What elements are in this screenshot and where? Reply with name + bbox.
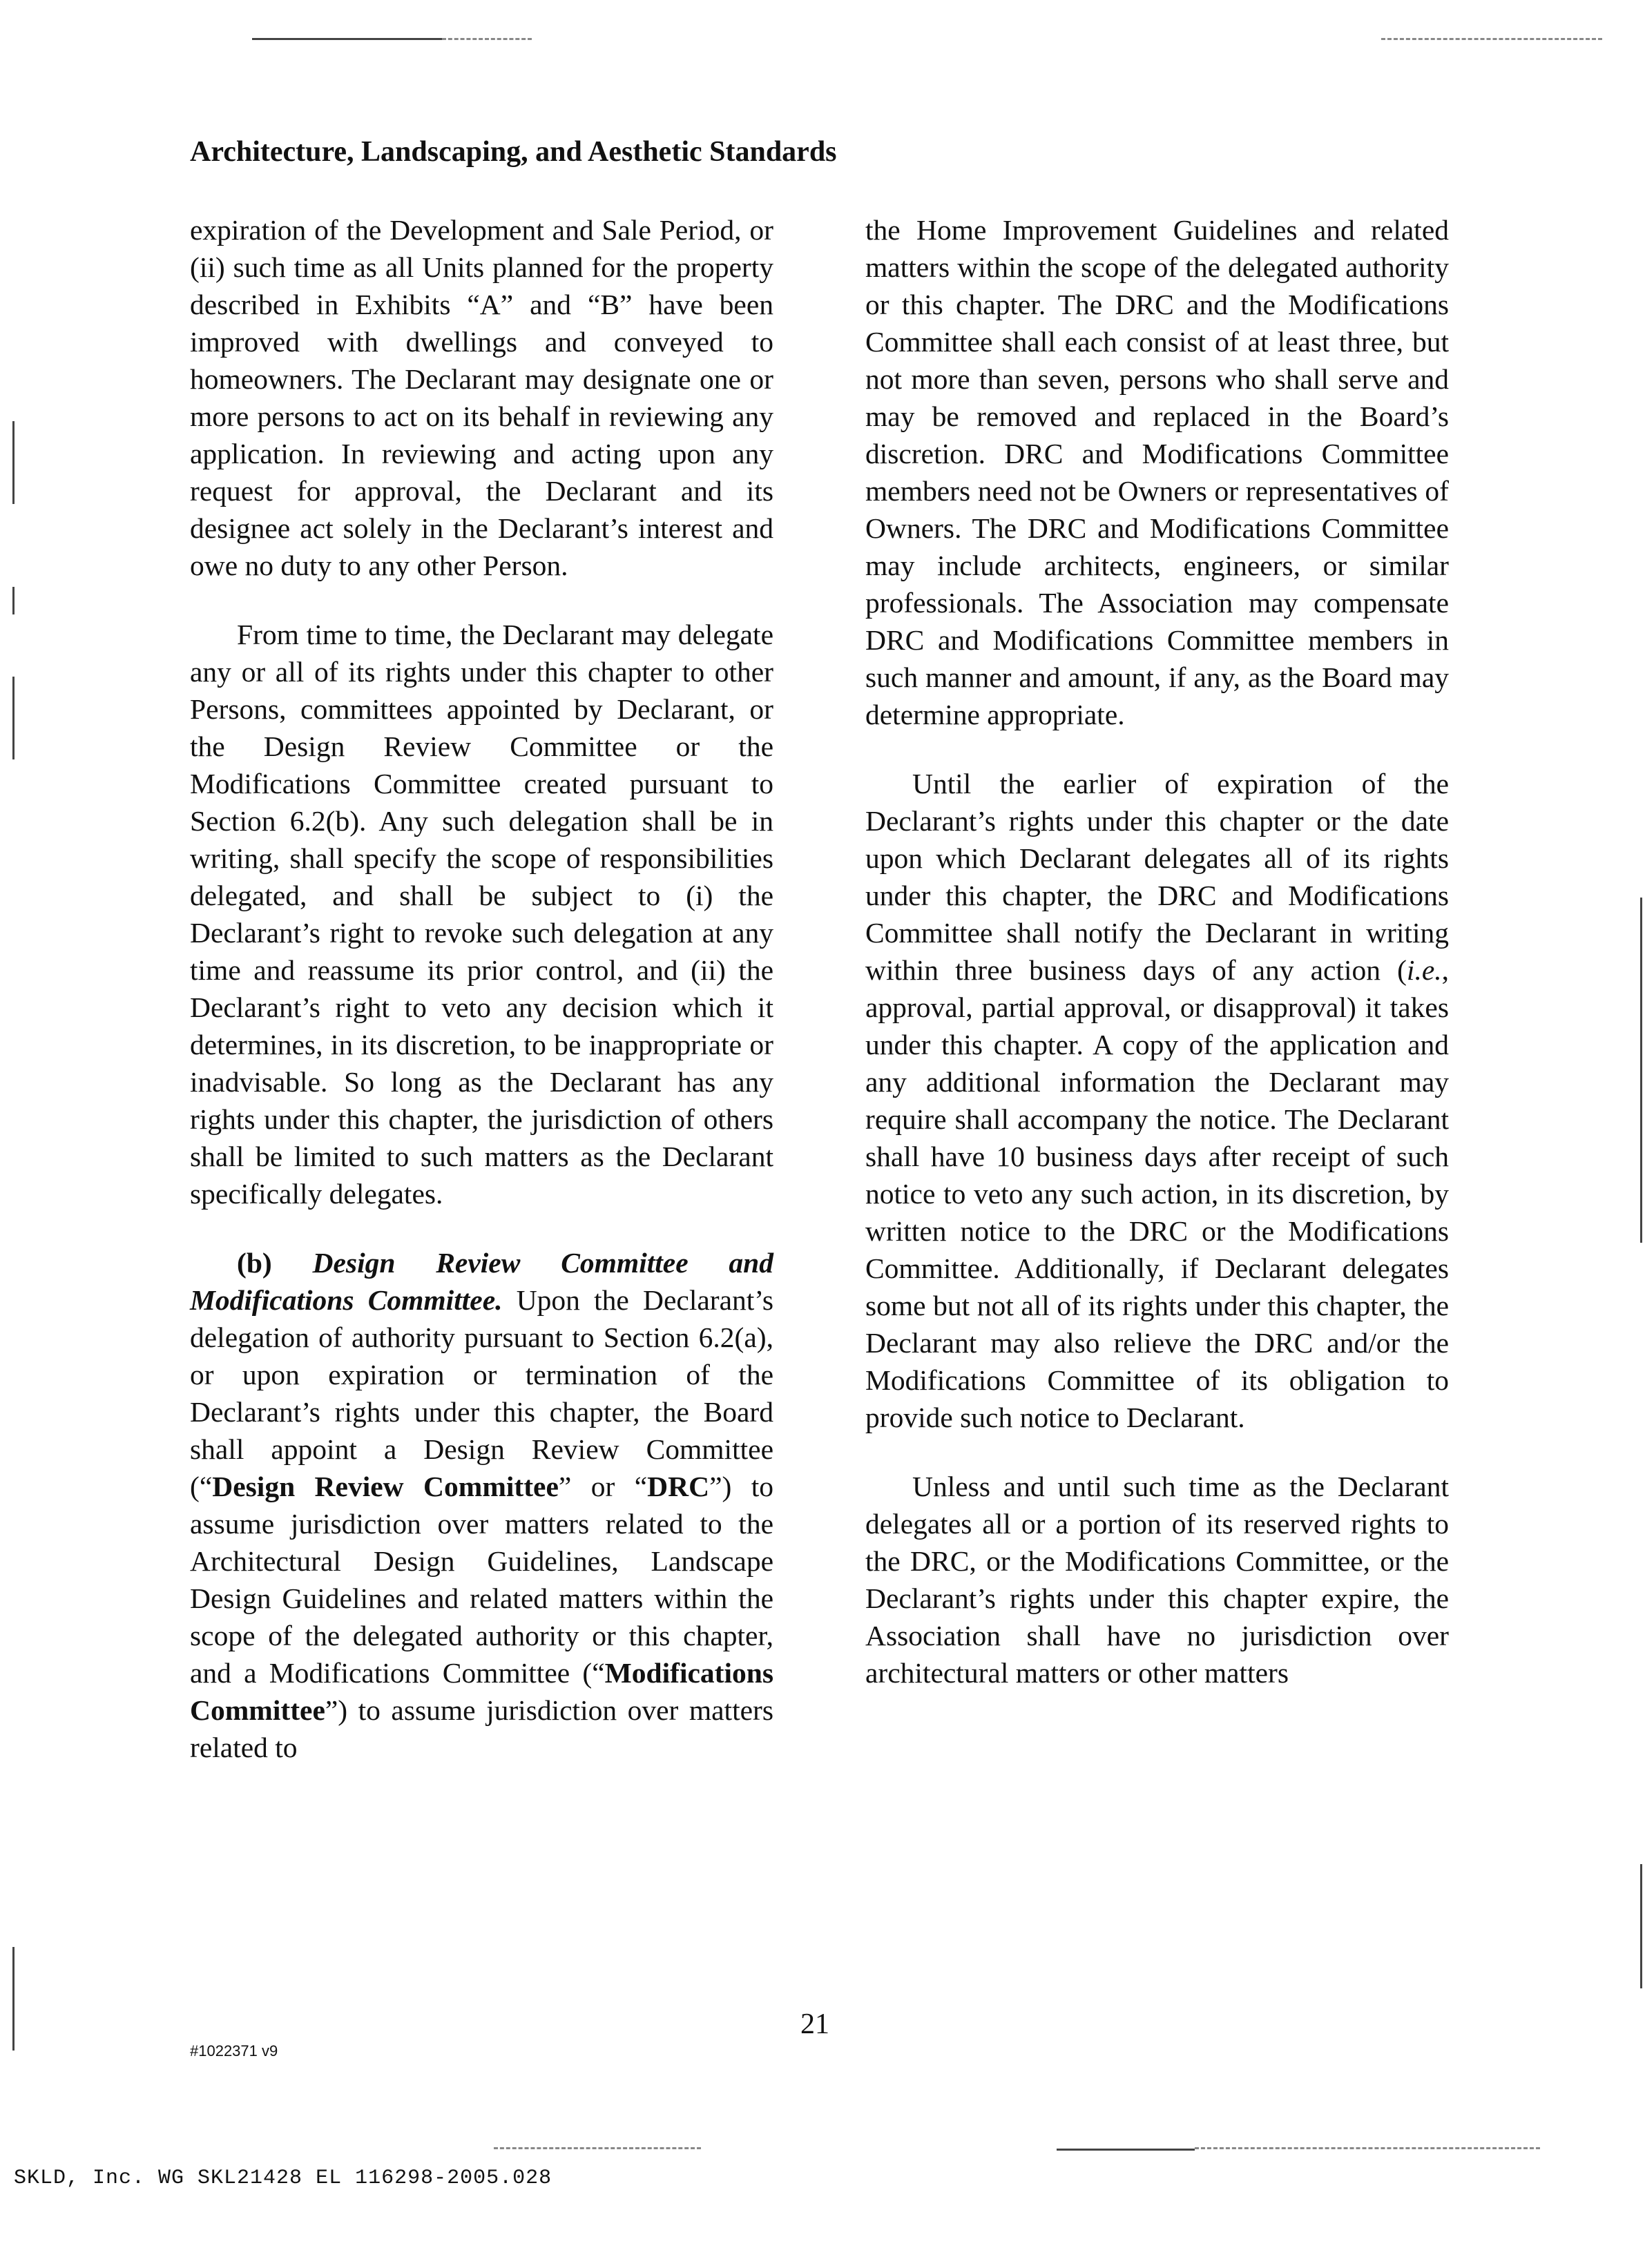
scan-artifact-left-margin-2 xyxy=(12,587,15,614)
scan-artifact-bottom-dash-left xyxy=(494,2147,701,2149)
right-paragraph-1: the Home Improvement Guidelines and related matters within the scope of the delegated authority or this chapter. The DRC and the Modifications Committee shall each consist of at least three, but not more than seven, persons who shall serve and may be removed and replaced in the Board’s discretion. DRC and Modifications Committee members need not be Owners or representatives of Owners. The DRC and Modifications Committee may include architects, engineers, or similar professionals. The Association may compensate DRC and Modifications Committee members in such manner and amount, if any, as the Board may determine appropriate. xyxy=(865,214,1449,730)
scan-artifact-left-margin-4 xyxy=(12,1947,15,2051)
right-column xyxy=(865,211,1449,1723)
scan-artifact-right-margin-2 xyxy=(1640,1864,1642,1988)
paragraph-text: Until the earlier of expiration of the Declarant’s rights under this chapter or the date upon which Declarant delegates all of its rights under this chapter, the DRC and Modifications Committee shall notify the Declarant in writing within three business days of any action ( xyxy=(865,768,1449,986)
paragraph-text: , approval, partial approval, or disapproval) it takes under this chapter. A copy of the application and any additional information the Declarant may require shall accompany the notice. The Declarant shall have 10 business days after receipt of such notice to veto any such action, in its discretion, by written notice to the DRC or the Modifications Committee. Additionally, if Declarant delegates some but not all of its rights under this chapter, the Declarant may also relieve the DRC and/or the Modifications Committee of its obligation to provide such notice to Declarant. xyxy=(865,954,1449,1433)
scan-artifact-top-dash-right xyxy=(1381,38,1602,40)
subsection-title: Design Review Committee and Modifications Committee. xyxy=(190,1247,773,1316)
defined-term-modifications-committee: Modifications Committee xyxy=(190,1657,773,1726)
right-paragraph-3: Unless and until such time as the Declarant delegates all or a portion of its reserved rights to the DRC, or the Modifications Committee, or the Declarant’s rights under this chapter expire, the Association shall have no jurisdiction over architectural matters or other matters xyxy=(865,1471,1449,1689)
scan-artifact-left-margin-1 xyxy=(12,421,15,504)
footer-stamp: SKLD, Inc. WG SKL21428 EL 116298-2005.028 xyxy=(14,2167,552,2190)
page-number: 21 xyxy=(800,2008,829,2040)
scan-artifact-bottom-line xyxy=(1057,2149,1195,2151)
document-id: #1022371 v9 xyxy=(190,2042,278,2059)
left-paragraph-3 xyxy=(190,1244,773,1766)
defined-term-design-review-committee: Design Review Committee xyxy=(212,1471,559,1502)
defined-term-drc: DRC xyxy=(647,1471,710,1502)
paragraph-text: ”) to assume jurisdiction over matters related to xyxy=(190,1694,773,1763)
scan-artifact-top-line xyxy=(252,38,442,40)
scan-artifact-top-dash-left xyxy=(442,38,532,40)
scan-artifact-bottom-dash-right xyxy=(1195,2147,1540,2149)
paragraph-text: ”) to assume jurisdiction over matters related to the Architectural Design Guidelines, Landscape Design Guidelines and related matters within the scope of the delegated authority or this chapter, and a Modifications Committee (“ xyxy=(190,1471,773,1689)
right-paragraph-2 xyxy=(865,765,1449,1436)
paragraph-text: ” or “ xyxy=(558,1471,648,1502)
subsection-label: (b) xyxy=(237,1247,272,1279)
paragraph-text: Upon the Declarant’s delegation of authority pursuant to Section 6.2(a), or upon expiration or termination of the Declarant’s rights under this chapter, the Board shall appoint a Design Review Committee (“ xyxy=(190,1284,773,1502)
left-paragraph-2: From time to time, the Declarant may delegate any or all of its rights under this chapter to other Persons, committees appointed by Declarant, or the Design Review Committee or the Modifications Committee created pursuant to Section 6.2(b). Any such delegation shall be in writing, shall specify the scope of responsibilities delegated, and shall be subject to (i) the Declarant’s right to revoke such delegation at any time and reassume its prior control, and (ii) the Declarant’s right to veto any decision which it determines, in its discretion, to be inappropriate or inadvisable. So long as the Declarant has any rights under this chapter, the jurisdiction of others shall be limited to such matters as the Declarant specifically delegates. xyxy=(190,619,773,1210)
scan-artifact-left-margin-3 xyxy=(12,677,15,759)
scan-artifact-right-margin-1 xyxy=(1640,898,1642,1243)
italic-ie: i.e. xyxy=(1406,954,1442,986)
left-column xyxy=(190,211,773,1798)
left-paragraph-1: expiration of the Development and Sale Period, or (ii) such time as all Units planned for the property described in Exhibits “A” and “B” have been improved with dwellings and conveyed to homeowners. The Declarant may designate one or more persons to act on its behalf in reviewing any application. In reviewing and acting upon any request for approval, the Declarant and its designee act solely in the Declarant’s interest and owe no duty to any other Person. xyxy=(190,214,773,581)
page-heading: Architecture, Landscaping, and Aesthetic Standards xyxy=(190,136,837,168)
